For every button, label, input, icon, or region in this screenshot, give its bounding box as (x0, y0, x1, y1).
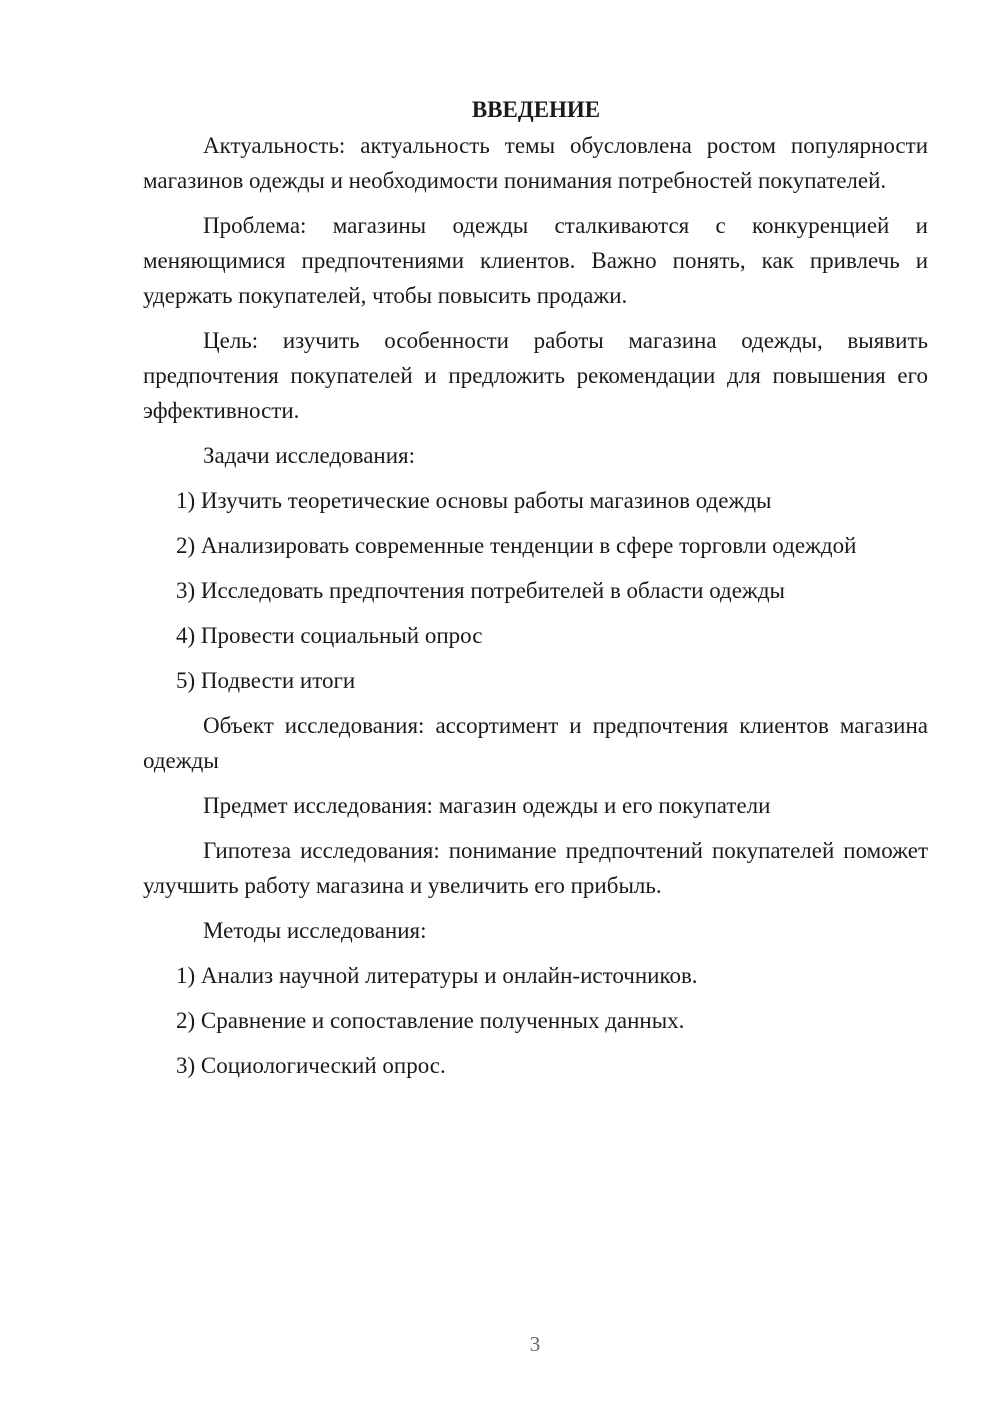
problem-paragraph: Проблема: магазины одежды сталкиваются с конкуренцией и меняющимися предпочтениями клиентов. Важно понять, как привлечь и удержать покупателей, чтобы повысить продажи. (143, 213, 928, 308)
tasks-heading: Задачи исследования: (203, 443, 416, 468)
method-item: 2) Сравнение и сопоставление полученных данных. (176, 1008, 685, 1033)
task-item: 4) Провести социальный опрос (176, 623, 483, 648)
task-item: 3) Исследовать предпочтения потребителей в области одежды (176, 578, 785, 603)
method-item: 3) Социологический опрос. (176, 1053, 446, 1078)
hypothesis-paragraph: Гипотеза исследования: понимание предпочтений покупателей поможет улучшить работу магазина и увеличить его прибыль. (143, 838, 928, 898)
task-item: 1) Изучить теоретические основы работы магазинов одежды (176, 488, 772, 513)
subject-paragraph: Предмет исследования: магазин одежды и его покупатели (203, 793, 771, 818)
method-item: 1) Анализ научной литературы и онлайн-источников. (176, 963, 698, 988)
page-number: 3 (529, 1332, 541, 1356)
methods-heading: Методы исследования: (203, 918, 427, 943)
object-paragraph: Объект исследования: ассортимент и предпочтения клиентов магазина одежды (143, 713, 928, 773)
goal-paragraph: Цель: изучить особенности работы магазина одежды, выявить предпочтения покупателей и предложить рекомендации для повышения его эффективности. (143, 328, 928, 423)
task-item: 2) Анализировать современные тенденции в сфере торговли одеждой (176, 533, 857, 558)
page-title: ВВЕДЕНИЕ (471, 97, 601, 122)
relevance-paragraph: Актуальность: актуальность темы обусловлена ростом популярности магазинов одежды и необходимости понимания потребностей покупателей. (143, 133, 928, 193)
document-page (143, 92, 928, 1093)
task-item: 5) Подвести итоги (176, 668, 356, 693)
